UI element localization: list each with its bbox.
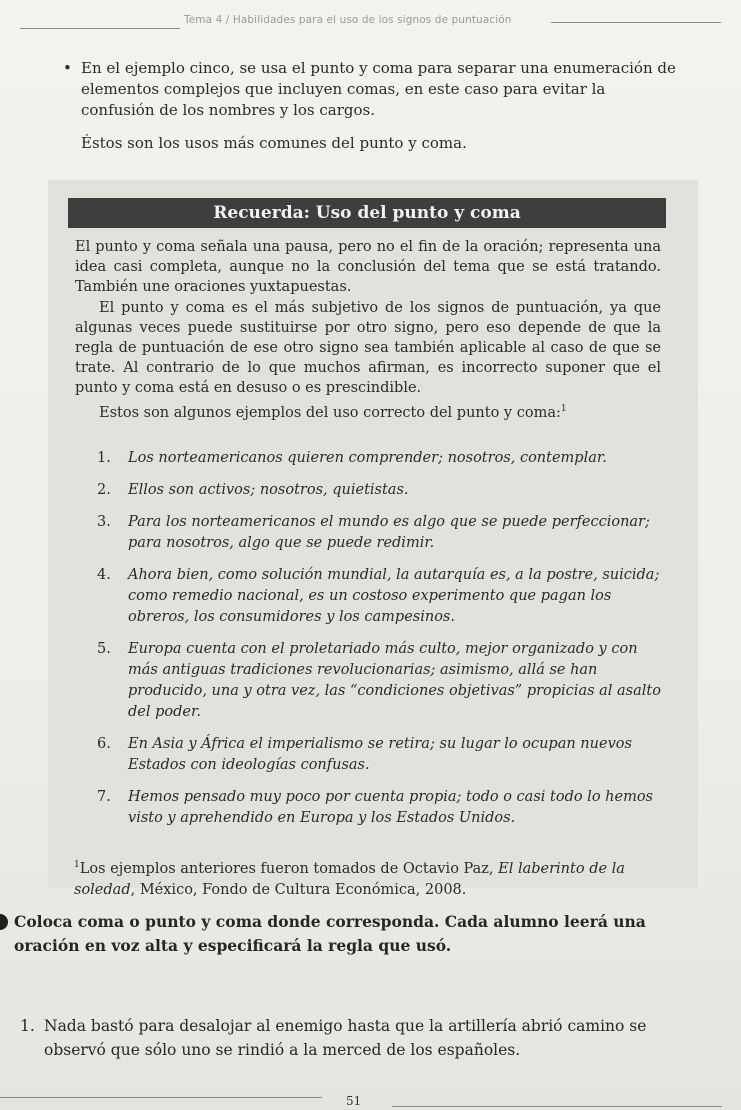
page-number: 51 [346,1094,362,1108]
example-number: 4. [97,567,111,583]
rule-paragraph-2: El punto y coma es el más subjetivo de los signos de puntuación, ya que algunas veces puede sustituirse por otro signo, pero eso depende de que la regla de puntuación de ese otro signo sea también aplicable al caso de que se trate. Al contrario de lo que muchos afirman, es incorrecto suponer que el punto y coma está en desuso o es prescindible. [75,299,661,397]
header-title: Tema 4 / Habilidades para el uso de los signos de puntuación [184,14,512,26]
activity-instruction: Coloca coma o punto y coma donde corresponda. Cada alumno leerá una oración en voz alta y especificará la regla que usó. [14,912,646,955]
rule-paragraph-3 [75,399,661,423]
example-text: Europa cuenta con el proletariado más culto, mejor organizado y con más antiguas tradiciones revolucionarias; asimismo, allá se han producido, una y otra vez, las “condiciones objetivas” propicias al asalto del poder. [128,641,661,720]
list-item [97,480,671,501]
list-item [97,639,671,723]
running-header [20,14,721,44]
intro-closing: Éstos son los usos más comunes del punto y coma. [81,134,467,152]
list-item [97,787,671,829]
bullet-marker: • [63,59,72,77]
footnote-text-before: Los ejemplos anteriores fueron tomados de Octavio Paz, [79,860,499,877]
example-number: 3. [97,514,111,530]
example-text: Ellos son activos; nosotros, quietistas. [128,482,409,498]
footer-rule-right [392,1106,722,1107]
reminder-box-title: Recuerda: Uso del punto y coma [68,198,666,228]
footer-rule-left [0,1097,322,1098]
list-item [97,565,671,628]
example-text: Hemos pensado muy poco por cuenta propia; todo o casi todo lo hemos visto y aprehendido en Europa y los Estados Unidos. [128,789,654,826]
example-text: Para los norteamericanos el mundo es algo que se puede perfeccionar; para nosotros, algo que se puede redimir. [128,514,650,551]
exercise-text: Nada bastó para desalojar al enemigo hasta que la artillería abrió camino se observó que sólo uno se rindió a la merced de los españoles. [44,1017,647,1059]
footnote-mark: 1 [74,860,80,870]
exercise-number: 1. [20,1017,35,1035]
example-number: 2. [97,482,111,498]
example-text: Ahora bien, como solución mundial, la autarquía es, a la postre, suicida; como remedio nacional, es un costoso experimento que pagan los obreros, los consumidores y los campesinos. [128,567,660,625]
list-item [97,512,671,554]
rule-paragraph-1: El punto y coma señala una pausa, pero no el fin de la oración; representa una idea casi completa, aunque no la conclusión del tema que se está tratando. También une oraciones yuxtapuestas. [75,239,661,296]
example-number: 6. [97,736,111,752]
rule-paragraph-3-text: Estos son algunos ejemplos del uso correcto del punto y coma: [99,404,561,421]
intro-paragraph: En el ejemplo cinco, se usa el punto y coma para separar una enumeración de elementos complejos que incluyen comas, en este caso para evitar la confusión de los nombres y los cargos. [81,59,676,119]
footnote-book-title: El laberinto de la soledad [74,860,625,898]
header-rule-right [551,22,721,23]
example-text: En Asia y África el imperialismo se retira; su lugar lo ocupan nuevos Estados con ideologías confusas. [128,736,632,773]
footnote-text-after: , México, Fondo de Cultura Económica, 2008. [130,881,467,898]
header-rule-left [20,28,180,29]
example-number: 5. [97,641,111,657]
intro-section [63,58,681,154]
list-item [97,448,671,469]
example-text: Los norteamericanos quieren comprender; nosotros, contemplar. [128,450,607,466]
exercise-item [20,1014,710,1062]
activity-marker-icon [0,914,8,930]
example-number: 7. [97,789,111,805]
example-number: 1. [97,450,111,466]
footnote [74,855,674,901]
footnote-reference: 1 [560,403,567,414]
reminder-box-body [75,237,661,423]
list-item [97,734,671,776]
examples-list [97,448,671,840]
